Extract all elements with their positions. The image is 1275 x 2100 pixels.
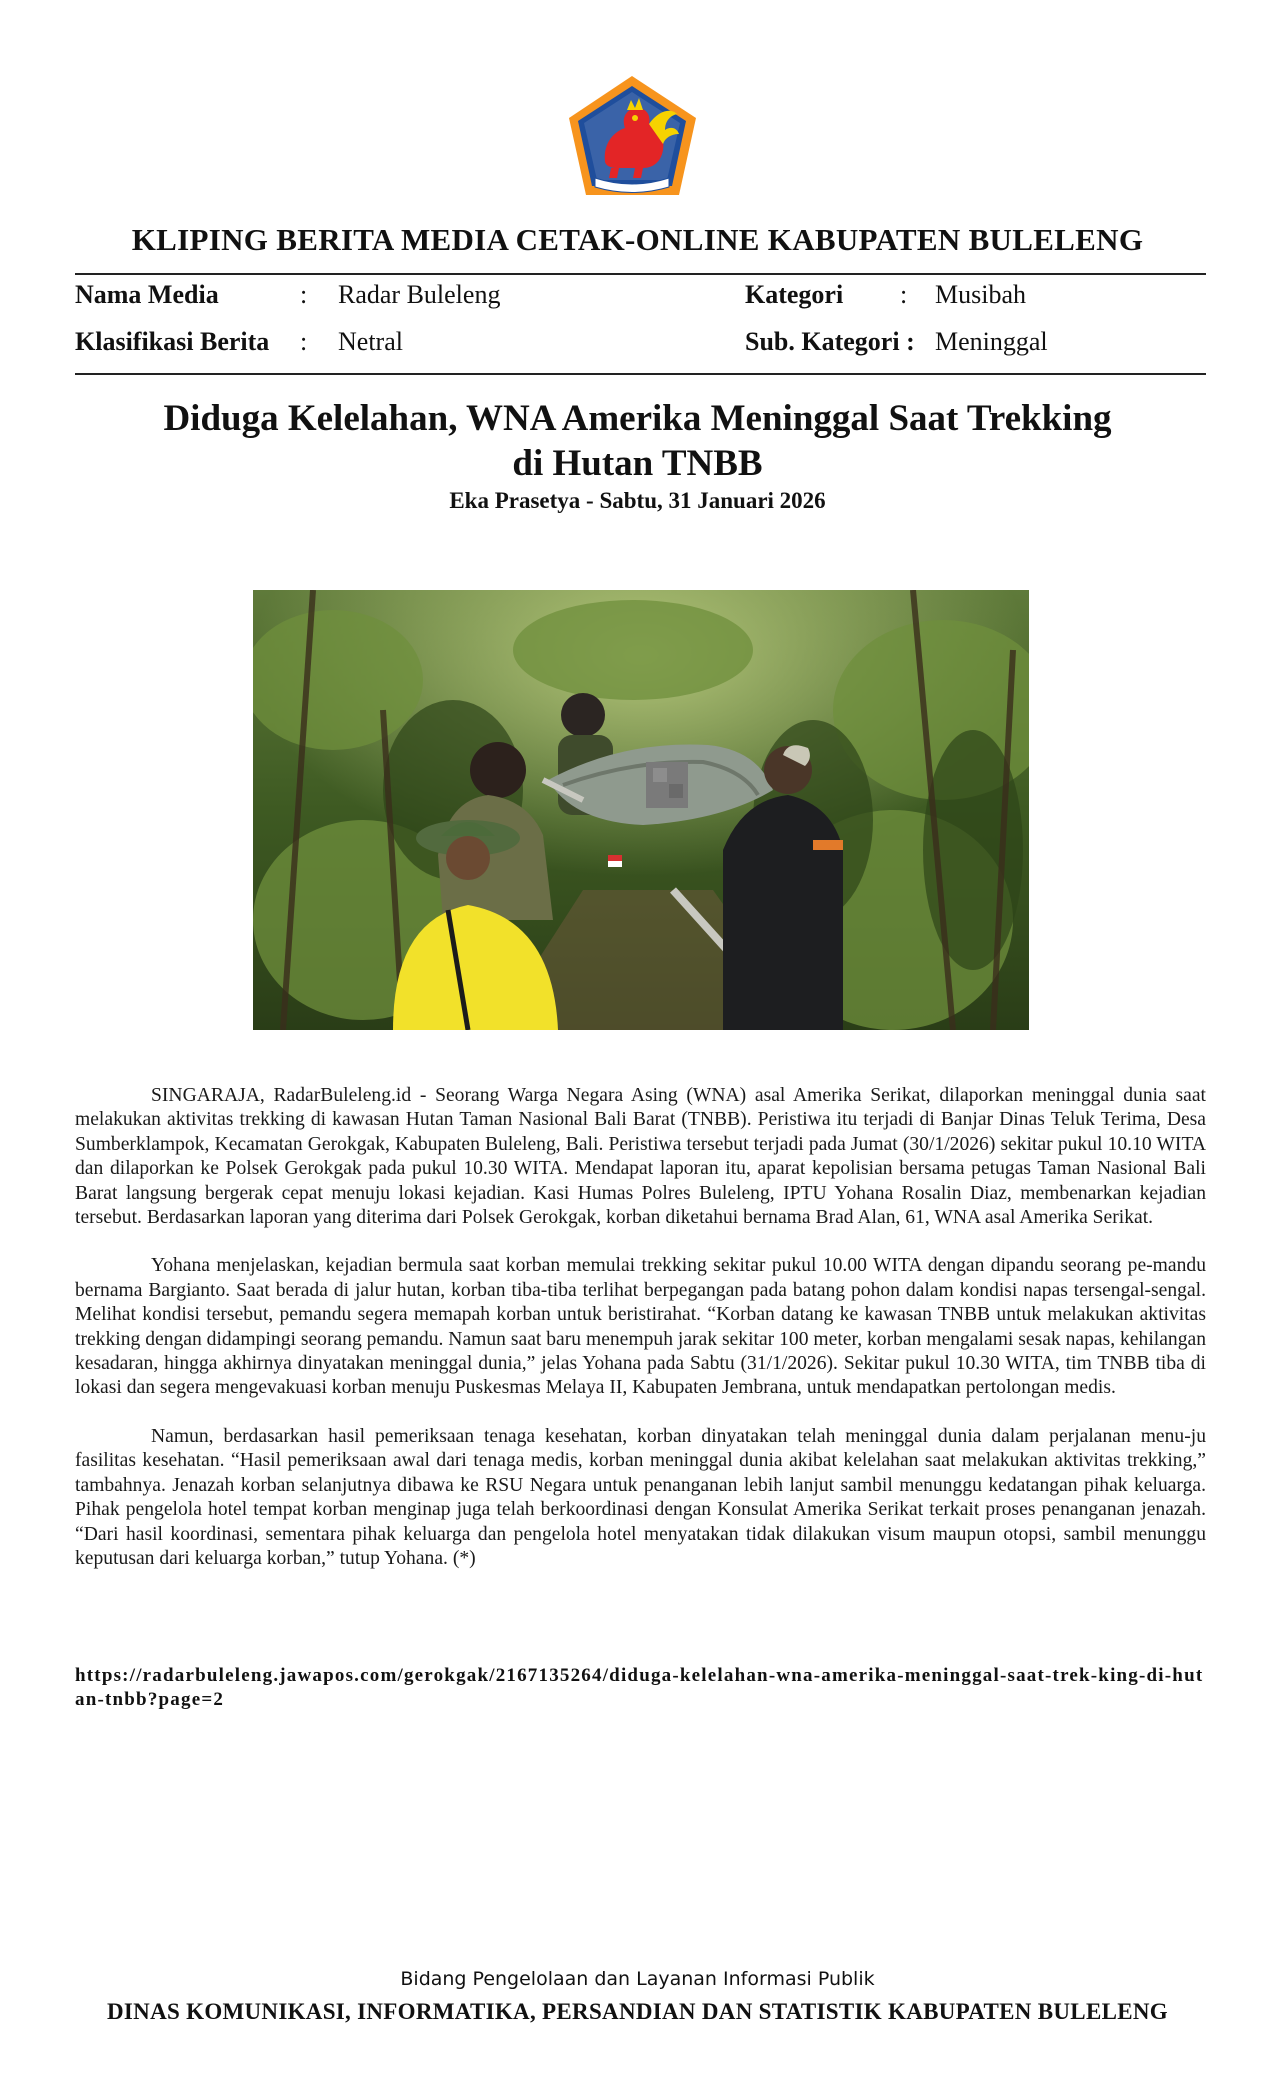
media-name-value: Radar Buleleng bbox=[338, 280, 501, 309]
article-body bbox=[75, 1084, 1206, 1595]
category-colon: : bbox=[900, 280, 908, 309]
header-divider-top bbox=[75, 273, 1206, 275]
classification-colon: : bbox=[300, 327, 308, 356]
article-paragraph: Namun, berdasarkan hasil pemeriksaan tenaga kesehatan, korban dinyatakan telah meninggal dunia dalam perjalanan menu-ju fasilitas kesehatan. “Hasil pemeriksaan awal dari tenaga medis, korban meninggal dunia akibat kelelahan saat melakukan aktivitas trekking,” tambahnya. Jenazah korban selanjutnya dibawa ke RSU Negara untuk penanganan lebih lanjut sambil menunggu kedatangan pihak keluarga. Pihak pengelola hotel tempat korban menginap juga telah berkoordinasi dengan Konsulat Amerika Serikat terkait proses penanganan jenazah. “Dari hasil koordinasi, sementara pihak keluarga dan pengelola hotel menyatakan tidak dilakukan visum maupun otopsi, sambil menunggu keputusan dari keluarga korban,” tutup Yohana. (*) bbox=[75, 1425, 1206, 1569]
subcategory-value: Meninggal bbox=[935, 327, 1048, 356]
media-name-label: Nama Media bbox=[75, 280, 219, 309]
classification-label: Klasifikasi Berita bbox=[75, 327, 270, 356]
classification-value: Netral bbox=[338, 327, 403, 356]
category-value: Musibah bbox=[935, 280, 1026, 309]
article-byline: Eka Prasetya - Sabtu, 31 Januari 2026 bbox=[449, 488, 826, 513]
forest-evacuation-photo bbox=[253, 590, 1029, 1030]
headline-line-2: di Hutan TNBB bbox=[512, 443, 763, 484]
source-url-link[interactable]: https://radarbuleleng.jawapos.com/gerokgak/2167135264/diduga-kelelahan-wna-amerika-meninggal-saat-trek-king-di-hutan-tnbb?page=2 bbox=[75, 1665, 1204, 1710]
article-paragraph: Yohana menjelaskan, kejadian bermula saat korban memulai trekking sekitar pukul 10.00 WITA dengan dipandu seorang pe-mandu bernama Bargianto. Saat berada di jalur hutan, korban tiba-tiba terlihat berpegangan pada batang pohon dalam kondisi napas tersengal-sengal. Melihat kondisi tersebut, pemandu segera memapah korban untuk beristirahat. “Korban datang ke kawasan TNBB untuk melakukan aktivitas trekking dengan didampingi seorang pemandu. Namun saat baru menempuh jarak sekitar 100 meter, korban mengalami sesak napas, kehilangan kesadaran, hingga akhirnya dinyatakan meninggal dunia,” jelas Yohana pada Sabtu (31/1/2026). Sekitar pukul 10.30 WITA, tim TNBB tiba di lokasi dan segera mengevakuasi korban menuju Puskesmas Melaya II, Kabupaten Jembrana, untuk mendapatkan pertolongan medis. bbox=[75, 1255, 1206, 1399]
clipping-header-title: KLIPING BERITA MEDIA CETAK-ONLINE KABUPATEN BULELENG bbox=[131, 222, 1144, 257]
subcategory-label: Sub. Kategori : bbox=[745, 327, 915, 356]
article-headline bbox=[0, 396, 1275, 486]
media-name-colon: : bbox=[300, 280, 308, 309]
category-label: Kategori bbox=[745, 280, 844, 309]
footer-department: Bidang Pengelolaan dan Layanan Informasi Publik bbox=[400, 1968, 875, 1990]
headline-line-1: Diduga Kelelahan, WNA Amerika Meninggal Saat Trekking bbox=[163, 398, 1112, 439]
header-divider-bottom bbox=[75, 373, 1206, 375]
buleleng-regency-crest-icon bbox=[565, 74, 700, 199]
article-paragraph: SINGARAJA, RadarBuleleng.id - Seorang Warga Negara Asing (WNA) asal Amerika Serikat, dilaporkan meninggal dunia saat melakukan aktivitas trekking di kawasan Hutan Taman Nasional Bali Barat (TNBB). Peristiwa itu terjadi di Banjar Dinas Teluk Terima, Desa Sumberklampok, Kecamatan Gerokgak, Kabupaten Buleleng, Bali. Peristiwa tersebut terjadi pada Jumat (30/1/2026) sekitar pukul 10.10 WITA dan dilaporkan ke Polsek Gerokgak pada pukul 10.30 WITA. Mendapat laporan itu, aparat kepolisian bersama petugas Taman Nasional Bali Barat langsung bergerak cepat menuju lokasi kejadian. Kasi Humas Polres Buleleng, IPTU Yohana Rosalin Diaz, membenarkan kejadian tersebut. Berdasarkan laporan yang diterima dari Polsek Gerokgak, korban diketahui bernama Brad Alan, 61, WNA asal Amerika Serikat. bbox=[75, 1085, 1206, 1229]
footer-agency: DINAS KOMUNIKASI, INFORMATIKA, PERSANDIAN DAN STATISTIK KABUPATEN BULELENG bbox=[107, 1999, 1168, 2024]
